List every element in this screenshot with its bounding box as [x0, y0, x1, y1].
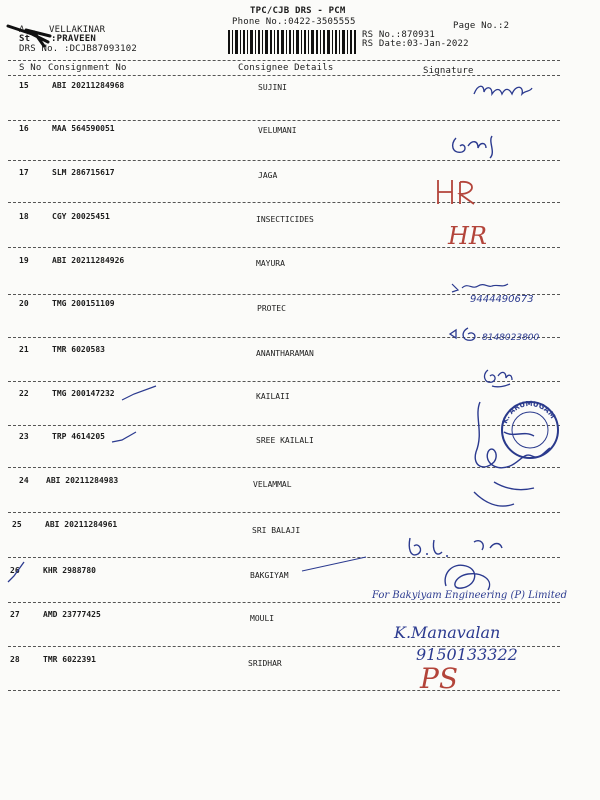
header-divider-bottom — [8, 75, 560, 76]
row-sno: 18 — [19, 212, 29, 221]
row-consignment: TMR 6022391 — [43, 655, 96, 664]
row-consignee: KAILAII — [256, 392, 290, 401]
signature-row-27-phone: 9150133322 — [416, 645, 518, 664]
header-title: TPC/CJB DRS - PCM — [250, 6, 346, 16]
row-consignment: TRP 4614205 — [52, 432, 105, 441]
row-divider — [8, 602, 560, 603]
tick-row-26 — [4, 558, 30, 588]
signature-row-18-text: HR — [448, 222, 487, 250]
company-stamp-text: For Bakyiyam Engineering (P) Limited — [372, 590, 568, 601]
row-divider — [8, 381, 560, 382]
header-area-label: A — [19, 25, 25, 35]
header-staff-label: St — [19, 34, 31, 44]
row-consignee: ANANTHARAMAN — [256, 349, 314, 358]
signature-row-15 — [470, 80, 540, 102]
tick-row-23 — [110, 430, 140, 446]
signature-row-22-24 — [454, 392, 574, 522]
tick-row-22 — [120, 384, 160, 404]
row-consignee: MOULI — [250, 614, 275, 623]
round-stamp-text: K. ARUMUGAM — [501, 399, 557, 425]
row-sno: 20 — [19, 299, 29, 308]
row-sno: 23 — [19, 432, 29, 441]
col-consignee: Consignee Details — [238, 63, 334, 73]
row-consignment: KHR 2988780 — [43, 566, 96, 575]
row-consignee: BAKGIYAM — [250, 571, 289, 580]
row-sno: 17 — [19, 168, 29, 177]
barcode — [228, 30, 356, 54]
header-divider-top — [8, 60, 560, 61]
row-consignment: TMR 6020583 — [52, 345, 105, 354]
signature-row-19-phone: 9444490673 — [470, 294, 534, 305]
row-consignment: ABI 20211284983 — [46, 476, 119, 485]
row-consignee: VELAMMAL — [253, 480, 292, 489]
header-drs-no: DRS No. :DCJB87093102 — [19, 44, 137, 54]
row-consignee: SUJINI — [258, 83, 287, 92]
row-consignment: ABI 20211284961 — [45, 520, 118, 529]
row-divider — [8, 160, 560, 161]
row-consignee: SRIDHAR — [248, 659, 282, 668]
header-page-no: Page No.:2 — [453, 21, 510, 31]
pen-scribble-mark — [4, 20, 64, 50]
row-consignee: VELUMANI — [258, 126, 297, 135]
row-consignment: MAA 564590051 — [52, 124, 115, 133]
row-sno: 24 — [19, 476, 29, 485]
pen-stroke-row-26 — [300, 555, 370, 573]
row-consignee: INSECTICIDES — [256, 215, 314, 224]
signature-row-28-text: PS — [420, 662, 459, 695]
row-sno: 16 — [19, 124, 29, 133]
row-sno: 15 — [19, 81, 29, 90]
signature-row-27 — [392, 618, 592, 664]
row-consignment: TMG 200147232 — [52, 389, 115, 398]
row-consignment: ABI 20211284926 — [52, 256, 125, 265]
row-sno: 28 — [10, 655, 20, 664]
signature-row-20-phone: 8148023800 — [482, 333, 540, 343]
header-area: VELLAKINAR — [49, 25, 106, 35]
row-consignee: MAYURA — [256, 259, 285, 268]
signature-row-19 — [448, 278, 568, 308]
row-consignee: SRI BALAJI — [252, 526, 301, 535]
header-phone: Phone No.:0422-3505555 — [232, 17, 356, 27]
signature-row-20 — [448, 324, 588, 348]
row-sno: 26 — [10, 566, 20, 575]
header-rs-no: RS No.:870931 — [362, 30, 436, 40]
row-sno: 22 — [19, 389, 29, 398]
row-consignment: TMG 200151109 — [52, 299, 115, 308]
row-sno: 19 — [19, 256, 29, 265]
signature-row-18 — [446, 220, 502, 250]
row-consignee: PROTEC — [257, 304, 286, 313]
header-staff: :PRAVEEN — [51, 34, 96, 44]
row-consignment: CGY 20025451 — [52, 212, 110, 221]
row-consignment: AMD 23777425 — [43, 610, 101, 619]
row-sno: 21 — [19, 345, 29, 354]
signature-row-21 — [480, 364, 520, 390]
row-consignment: SLM 286715617 — [52, 168, 115, 177]
row-sno: 27 — [10, 610, 20, 619]
col-signature: Signature — [423, 66, 474, 76]
row-consignee: JAGA — [258, 171, 278, 180]
row-consignee: SREE KAILALI — [256, 436, 314, 445]
signature-row-17 — [432, 176, 492, 208]
col-sno: S No — [19, 63, 42, 73]
signature-row-16 — [448, 130, 508, 160]
row-divider — [8, 120, 560, 121]
signature-row-28 — [418, 660, 478, 694]
row-consignment: ABI 20211284968 — [52, 81, 125, 90]
header-rs-date: RS Date:03-Jan-2022 — [362, 39, 469, 49]
col-consignment: Consignment No — [48, 63, 127, 73]
row-sno: 25 — [12, 520, 22, 529]
signature-row-27-name: K.Manavalan — [394, 623, 501, 642]
